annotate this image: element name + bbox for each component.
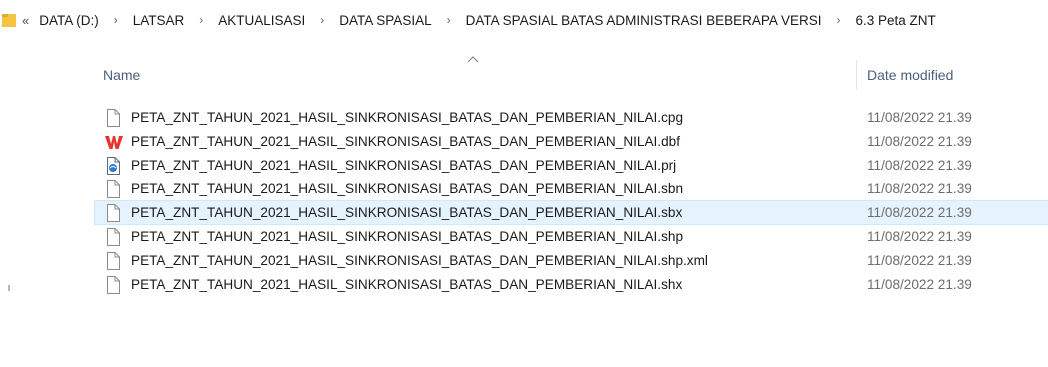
navigation-pane-edge	[8, 285, 10, 291]
breadcrumb-overflow-button[interactable]: «	[22, 12, 29, 28]
file-date: 11/08/2022 21.39	[867, 252, 972, 268]
file-date: 11/08/2022 21.39	[867, 228, 972, 244]
chevron-right-icon[interactable]: ›	[113, 13, 118, 27]
file-row[interactable]	[95, 154, 1048, 177]
breadcrumb-item-latsar[interactable]: LATSAR	[132, 12, 185, 28]
file-name: PETA_ZNT_TAHUN_2021_HASIL_SINKRONISASI_BATAS_DAN_PEMBERIAN_NILAI.cpg	[131, 110, 684, 125]
file-row[interactable]	[95, 225, 1048, 248]
file-name: PETA_ZNT_TAHUN_2021_HASIL_SINKRONISASI_BATAS_DAN_PEMBERIAN_NILAI.prj	[131, 157, 677, 173]
file-row[interactable]	[95, 130, 1048, 153]
breadcrumb-item-drive[interactable]: DATA (D:)	[39, 12, 99, 28]
chevron-right-icon[interactable]: ›	[836, 13, 841, 27]
folder-icon	[2, 12, 16, 28]
file-row[interactable]	[95, 249, 1048, 272]
prj-file-icon	[105, 157, 121, 175]
file-row[interactable]	[95, 273, 1048, 296]
file-date: 11/08/2022 21.39	[867, 181, 972, 197]
breadcrumb-item-peta-znt[interactable]: 6.3 Peta ZNT	[855, 12, 936, 28]
blank-file-icon	[105, 180, 121, 198]
file-name: PETA_ZNT_TAHUN_2021_HASIL_SINKRONISASI_BATAS_DAN_PEMBERIAN_NILAI.shx	[131, 276, 683, 292]
blank-file-icon	[105, 276, 121, 294]
file-name: PETA_ZNT_TAHUN_2021_HASIL_SINKRONISASI_BATAS_DAN_PEMBERIAN_NILAI.sbx	[131, 205, 683, 221]
blank-file-icon	[105, 228, 121, 246]
column-header-date-modified[interactable]: Date modified	[867, 67, 954, 83]
column-divider[interactable]	[856, 60, 857, 90]
wps-office-icon	[105, 133, 121, 151]
blank-file-icon	[105, 252, 121, 270]
chevron-right-icon[interactable]: ›	[199, 13, 204, 27]
blank-file-icon	[105, 109, 121, 127]
file-name: PETA_ZNT_TAHUN_2021_HASIL_SINKRONISASI_BATAS_DAN_PEMBERIAN_NILAI.shp.xml	[131, 252, 708, 268]
breadcrumb-item-aktualisasi[interactable]: AKTUALISASI	[218, 12, 306, 28]
file-date: 11/08/2022 21.39	[867, 276, 972, 292]
address-bar[interactable]	[0, 0, 1048, 40]
file-date: 11/08/2022 21.39	[867, 110, 972, 125]
file-row[interactable]	[95, 106, 1048, 129]
chevron-right-icon[interactable]: ›	[320, 13, 325, 27]
file-row[interactable]	[95, 177, 1048, 200]
file-date: 11/08/2022 21.39	[867, 157, 972, 173]
file-name: PETA_ZNT_TAHUN_2021_HASIL_SINKRONISASI_BATAS_DAN_PEMBERIAN_NILAI.dbf	[131, 133, 680, 149]
column-header-name[interactable]: Name	[103, 67, 141, 83]
file-name: PETA_ZNT_TAHUN_2021_HASIL_SINKRONISASI_BATAS_DAN_PEMBERIAN_NILAI.sbn	[131, 181, 684, 197]
file-row-selected[interactable]	[95, 201, 1048, 224]
file-name: PETA_ZNT_TAHUN_2021_HASIL_SINKRONISASI_BATAS_DAN_PEMBERIAN_NILAI.shp	[131, 228, 684, 244]
breadcrumb-item-data-spasial[interactable]: DATA SPASIAL	[339, 12, 432, 28]
breadcrumb-item-batas-administrasi[interactable]: DATA SPASIAL BATAS ADMINISTRASI BEBERAPA VERSI	[465, 12, 822, 28]
file-date: 11/08/2022 21.39	[867, 205, 972, 221]
file-date: 11/08/2022 21.39	[867, 133, 972, 149]
file-list	[95, 106, 1048, 296]
chevron-right-icon[interactable]: ›	[446, 13, 451, 27]
blank-file-icon	[105, 204, 121, 222]
